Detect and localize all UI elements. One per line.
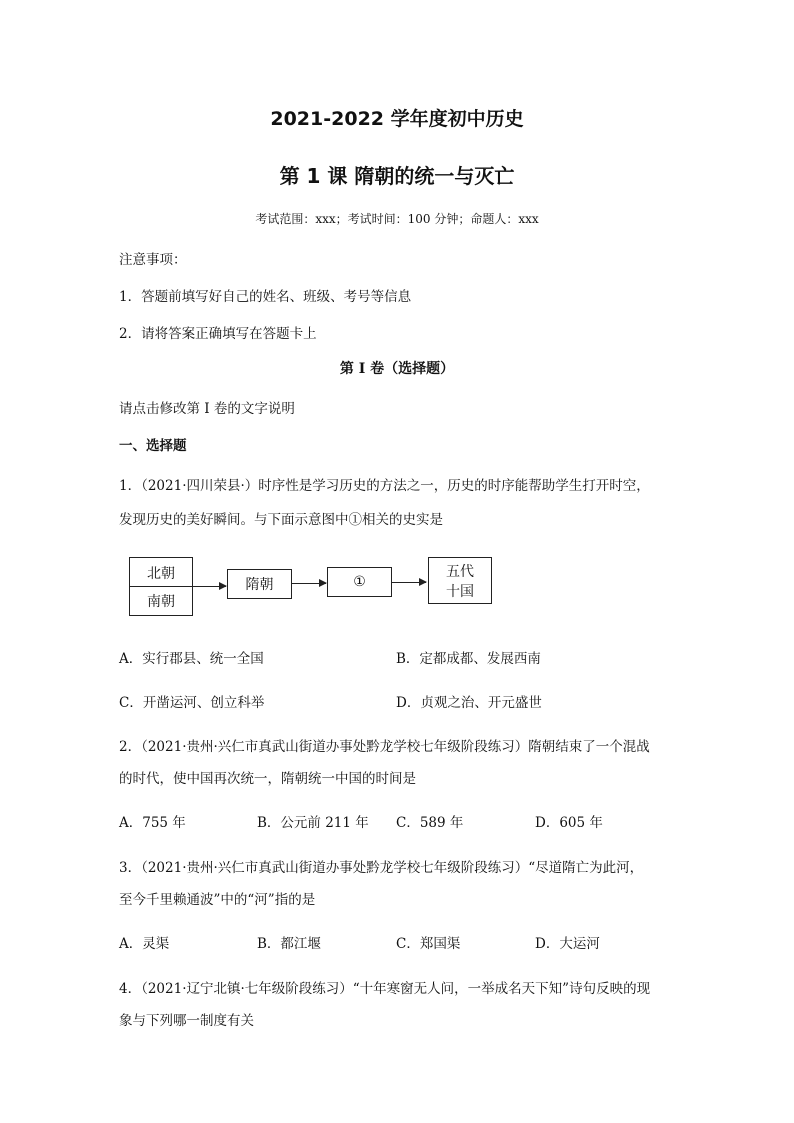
question-2-line-2: 的时代，使中国再次统一，隋朝统一中国的时间是 xyxy=(119,771,416,787)
q1-option-b[interactable]: B．定都成都、发展西南 xyxy=(396,651,541,667)
q1-option-d[interactable]: D．贞观之治、开元盛世 xyxy=(396,695,542,711)
question-4-line-2: 象与下列哪一制度有关 xyxy=(119,1013,254,1029)
q3-option-a[interactable]: A．灵渠 xyxy=(119,936,170,952)
question-1-line-2: 发现历史的美好瞬间。与下面示意图中①相关的史实是 xyxy=(119,512,443,528)
q3-option-c[interactable]: C．郑国渠 xyxy=(396,936,461,952)
box-five-dynasties xyxy=(428,557,492,604)
arrow-3 xyxy=(392,582,426,583)
q2-option-d[interactable]: D．605 年 xyxy=(535,815,603,831)
note-item: 2．请将答案正确填写在答题卡上 xyxy=(119,326,317,342)
question-3-line-2: 至今千里赖通波”中的“河”指的是 xyxy=(119,892,316,908)
box-five-dynasties-line-2: 十国 xyxy=(446,583,474,600)
section-title: 第 I 卷（选择题） xyxy=(339,361,455,377)
box-sui: 隋朝 xyxy=(227,569,292,599)
note-item: 1．答题前填写好自己的姓名、班级、考号等信息 xyxy=(119,289,412,305)
arrow-2 xyxy=(292,583,326,584)
q2-option-a[interactable]: A．755 年 xyxy=(119,815,186,831)
q3-option-b[interactable]: B．都江堰 xyxy=(257,936,321,952)
box-five-dynasties-line-1: 五代 xyxy=(446,563,474,580)
q3-option-d[interactable]: D．大运河 xyxy=(535,936,600,952)
lesson-title: 第 1 课 隋朝的统一与灭亡 xyxy=(279,164,515,188)
question-2-line-1: 2．（2021·贵州·兴仁市真武山街道办事处黔龙学校七年级阶段练习）隋朝结束了一个混战 xyxy=(119,739,650,755)
box-south-dynasties: 南朝 xyxy=(129,586,193,616)
part-heading: 一、选择题 xyxy=(119,438,187,454)
q1-option-a[interactable]: A．实行郡县、统一全国 xyxy=(119,651,264,667)
q2-option-c[interactable]: C．589 年 xyxy=(396,815,464,831)
question-1-line-1: 1．（2021·四川荣县·）时序性是学习历史的方法之一，历史的时序能帮助学生打开时空， xyxy=(119,478,650,494)
exam-title: 2021-2022 学年度初中历史 xyxy=(270,108,524,130)
notes-heading: 注意事项： xyxy=(119,252,187,268)
arrow-1 xyxy=(193,586,226,587)
q2-option-b[interactable]: B．公元前 211 年 xyxy=(257,815,369,831)
box-unknown: ① xyxy=(327,567,392,597)
box-north-dynasties: 北朝 xyxy=(129,557,193,587)
q1-option-c[interactable]: C．开凿运河、创立科举 xyxy=(119,695,265,711)
question-4-line-1: 4．（2021·辽宁北镇·七年级阶段练习）“十年寒窗无人问，一举成名天下知”诗句反映的现 xyxy=(119,981,651,997)
question-3-line-1: 3．（2021·贵州·兴仁市真武山街道办事处黔龙学校七年级阶段练习）“尽道隋亡为此河， xyxy=(119,860,644,876)
exam-info: 考试范围：xxx；考试时间：100 分钟；命题人：xxx xyxy=(255,212,539,226)
section-desc[interactable]: 请点击修改第 I 卷的文字说明 xyxy=(119,401,295,417)
